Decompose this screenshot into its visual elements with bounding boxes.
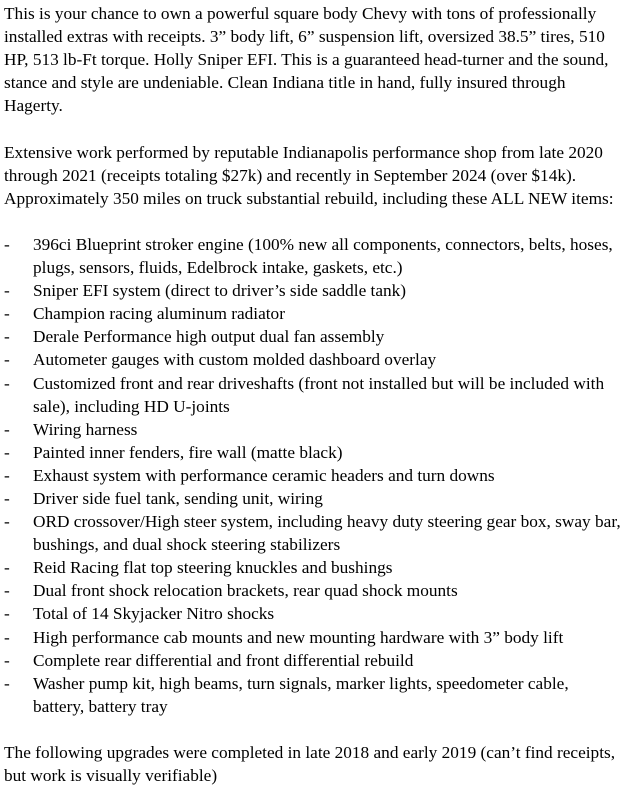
list-item-text: Derale Performance high output dual fan assembly — [33, 327, 385, 347]
intro-paragraph: This is your chance to own a powerful square body Chevy with tons of professionally installed extras with receipts. 3” body lift, 6” suspension lift, oversized 38.5” tires, 510 HP, 513 lb-Ft torque. Holly Sniper EFI. This is a guaranteed head-turner and the sound, stance and style are undeniable. Clean Indiana title in hand, fully insured through Hagerty. — [4, 4, 609, 116]
list-item-text: 396ci Blueprint stroker engine (100% new all components, connectors, belts, hoses, plugs, sensors, fluids, Edelbrock intake, gaskets, etc.) — [33, 234, 613, 278]
list-item-text: Reid Racing flat top steering knuckles and bushings — [33, 558, 393, 578]
list-item — [4, 579, 622, 602]
list-bullet: - — [4, 373, 10, 393]
list-bullet: - — [4, 604, 10, 624]
list-item-text: Wiring harness — [33, 419, 138, 439]
list-bullet: - — [4, 558, 10, 578]
list-bullet: - — [4, 465, 10, 485]
list-item — [4, 441, 622, 464]
list-bullet: - — [4, 304, 10, 324]
list-item-text: Customized front and rear driveshafts (front not installed but will be included with sale), including HD U-joints — [33, 373, 605, 416]
list-bullet: - — [4, 419, 10, 439]
list-bullet: - — [4, 627, 10, 647]
list-item-text: Autometer gauges with custom molded dashboard overlay — [33, 350, 437, 370]
list-item-text: Exhaust system with performance ceramic headers and turn downs — [33, 465, 495, 485]
list-item-text: Total of 14 Skyjacker Nitro shocks — [33, 604, 275, 624]
list-item-text: Painted inner fenders, fire wall (matte black) — [33, 442, 343, 462]
list-item — [4, 279, 622, 302]
list-bullet: - — [4, 281, 10, 301]
list-bullet: - — [4, 327, 10, 347]
list-item — [4, 487, 622, 510]
document-body — [4, 2, 622, 787]
list-bullet: - — [4, 234, 10, 254]
list-item — [4, 649, 622, 672]
list-item-text: Driver side fuel tank, sending unit, wiring — [33, 488, 323, 508]
list-item — [4, 302, 622, 325]
list-bullet: - — [4, 488, 10, 508]
work-summary-paragraph: Extensive work performed by reputable Indianapolis performance shop from late 2020 through 2021 (receipts totaling $27k) and recently in September 2024 (over $14k). Approximately 350 miles on truck substantial rebuild, including these ALL NEW items: — [4, 142, 614, 208]
list-item — [4, 556, 622, 579]
list-item — [4, 348, 622, 371]
paragraph-spacer — [4, 718, 622, 741]
new-items-list — [4, 233, 622, 718]
list-item-text: Dual front shock relocation brackets, rear quad shock mounts — [33, 581, 458, 601]
paragraph-spacer — [4, 210, 622, 233]
list-item — [4, 325, 622, 348]
list-item-text: ORD crossover/High steer system, including heavy duty steering gear box, sway bar, bushings, and dual shock steering stabilizers — [33, 512, 621, 555]
list-bullet: - — [4, 673, 10, 693]
list-item — [4, 672, 622, 718]
list-item-text: Washer pump kit, high beams, turn signals, marker lights, speedometer cable, battery, battery tray — [33, 673, 569, 716]
list-bullet: - — [4, 512, 10, 532]
list-bullet: - — [4, 581, 10, 601]
list-item — [4, 510, 622, 556]
list-item-text: High performance cab mounts and new mounting hardware with 3” body lift — [33, 627, 564, 647]
upgrades-note-paragraph: The following upgrades were completed in late 2018 and early 2019 (can’t find receipts, but work is visually verifiable) — [4, 743, 616, 786]
list-bullet: - — [4, 350, 10, 370]
list-item-text: Champion racing aluminum radiator — [33, 304, 285, 324]
list-item — [4, 372, 622, 418]
list-item-text: Complete rear differential and front differential rebuild — [33, 650, 414, 670]
list-bullet: - — [4, 442, 10, 462]
list-item — [4, 464, 622, 487]
list-item — [4, 418, 622, 441]
list-item-text: Sniper EFI system (direct to driver’s side saddle tank) — [33, 281, 407, 301]
list-item — [4, 626, 622, 649]
list-item — [4, 233, 622, 279]
list-item — [4, 602, 622, 625]
list-bullet: - — [4, 650, 10, 670]
paragraph-spacer — [4, 117, 622, 140]
